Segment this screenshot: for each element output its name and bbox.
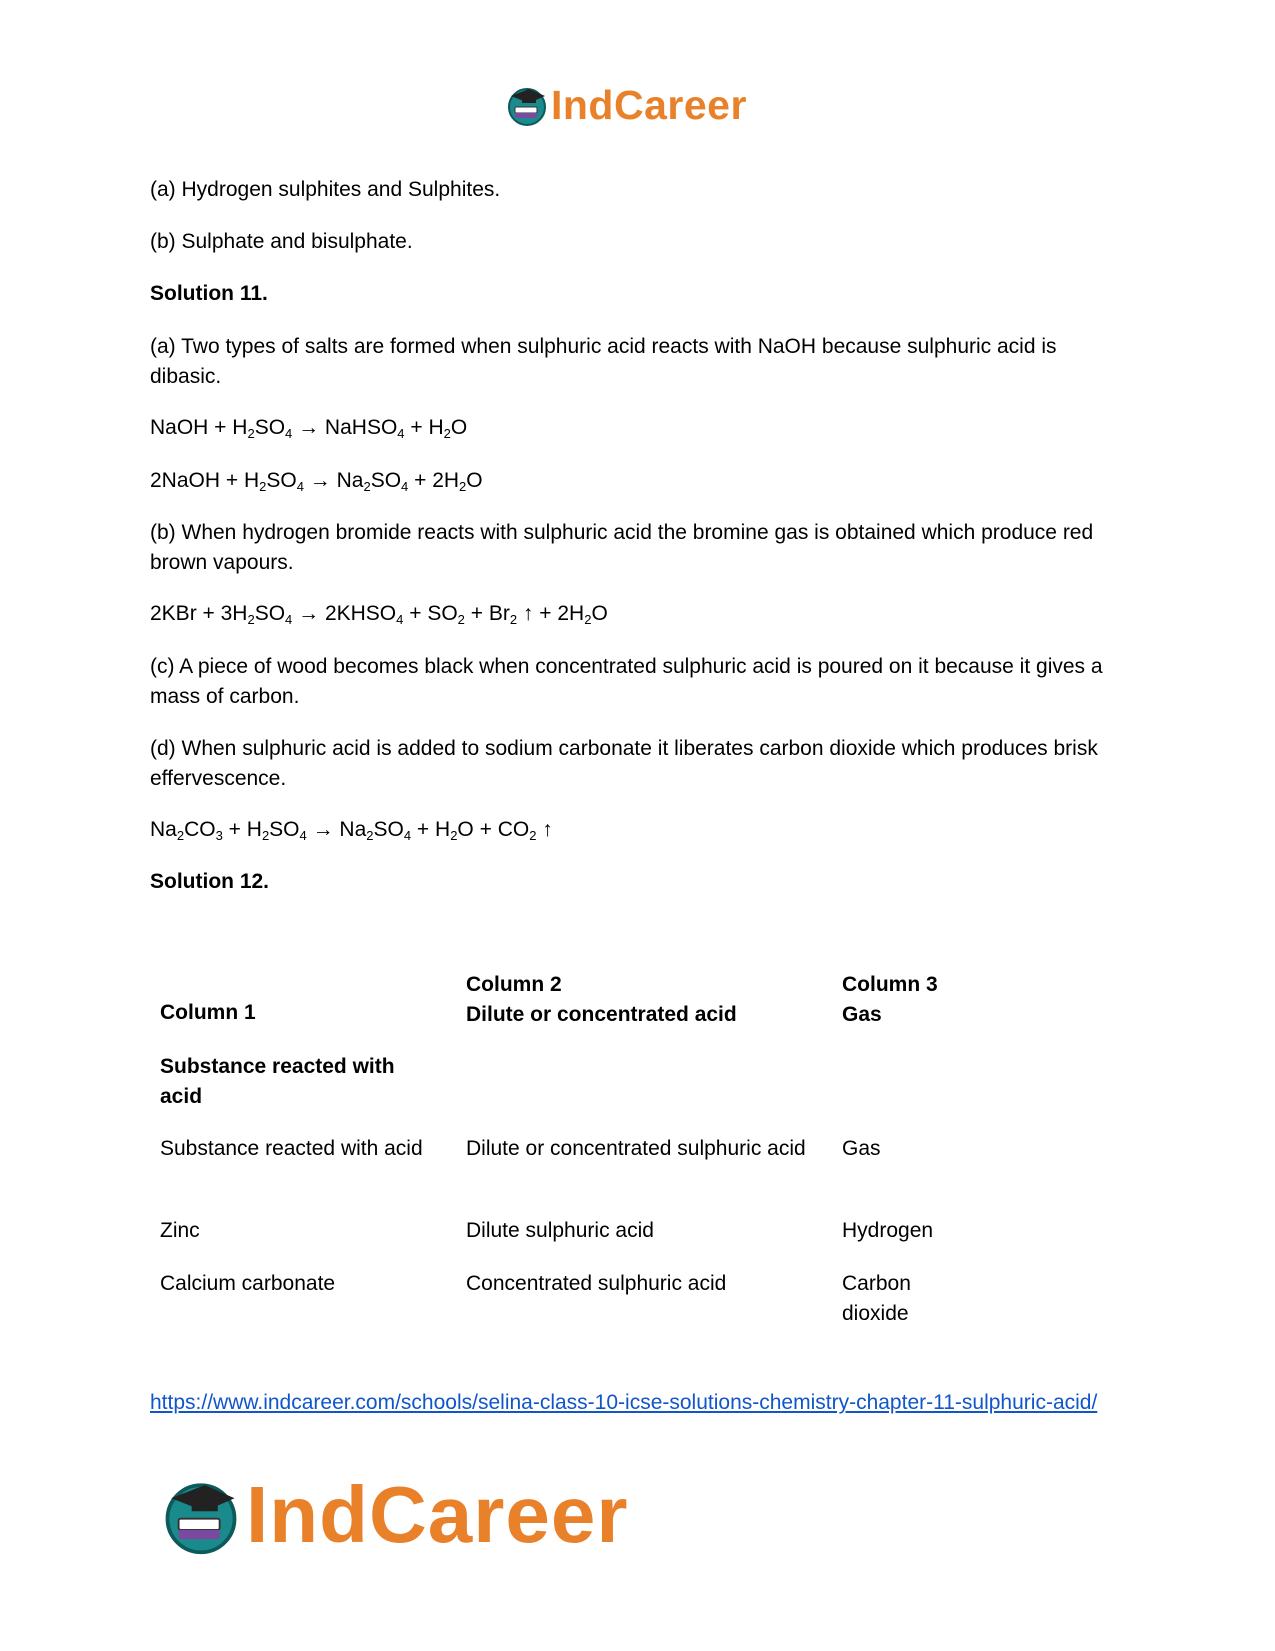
table-row-0-col1: Substance reacted with acid bbox=[160, 1137, 423, 1160]
indcareer-logo-top bbox=[505, 82, 747, 128]
table-header-col1: Column 1 bbox=[160, 1001, 256, 1024]
table-header-col3 bbox=[842, 970, 982, 1030]
table-header-col2 bbox=[466, 970, 806, 1030]
solution-11-b: (b) When hydrogen bromide reacts with sulphuric acid the bromine gas is obtained which produce red brown vapours. bbox=[150, 521, 1094, 574]
table-row-1-col3: Hydrogen bbox=[842, 1219, 934, 1242]
table-header-col3-line2: Gas bbox=[842, 1003, 882, 1026]
solution-11-d: (d) When sulphuric acid is added to sodium carbonate it liberates carbon dioxide which produces brisk effervescence. bbox=[150, 737, 1098, 790]
solution-11-c: (c) A piece of wood becomes black when concentrated sulphuric acid is poured on it because it gives a mass of carbon. bbox=[150, 655, 1103, 708]
equation-4: $Na_2CO_3 + H_2SO_4 \to Na_2SO_4 + H_2O + CO_2$ ↑ bbox=[150, 818, 553, 843]
table-header-col2-line1: Column 2 bbox=[466, 973, 562, 996]
solution-11-heading: Solution 11. bbox=[150, 282, 268, 305]
globe-graduation-cap-icon bbox=[505, 83, 549, 127]
table-header-col3-line1: Column 3 bbox=[842, 973, 938, 996]
equation-3: $2KBr + 3H_2SO_4$ → $2KHSO_4 + SO_2 + Br_2$ ↑ + $2H_2O$ bbox=[150, 602, 608, 627]
solution-11-a: (a) Two types of salts are formed when sulphuric acid reacts with NaOH because sulphuric acid is dibasic. bbox=[150, 335, 1057, 388]
table-row-0-col3: Gas bbox=[842, 1137, 881, 1160]
globe-graduation-cap-icon bbox=[160, 1474, 242, 1556]
table-row-2-col3: Carbon dioxide bbox=[842, 1272, 911, 1325]
table-header-col2-line2: Dilute or concentrated acid bbox=[466, 1003, 737, 1026]
indcareer-logo-bottom bbox=[160, 1470, 628, 1560]
equation-1: NaOH + $H_2SO_4$ → NaHSO$_4$ + $H_2O$ bbox=[150, 416, 468, 441]
table-row-1-col1: Zinc bbox=[160, 1219, 200, 1242]
table-row-0-col2: Dilute or concentrated sulphuric acid bbox=[466, 1137, 806, 1160]
table-row-2-col1: Calcium carbonate bbox=[160, 1272, 336, 1295]
equation-2: 2NaOH + $H_2SO_4 \to Na_2SO_4 + 2H_2O$ bbox=[150, 469, 483, 494]
logo-wordmark: IndCareer bbox=[246, 1470, 629, 1559]
solution-12-heading: Solution 12. bbox=[150, 870, 270, 893]
table-row-1-col2: Dilute sulphuric acid bbox=[466, 1219, 654, 1242]
table-row-2-col2: Concentrated sulphuric acid bbox=[466, 1272, 727, 1295]
source-url-link[interactable]: https://www.indcareer.com/schools/selina-class-10-icse-solutions-chemistry-chapter-11-sulphuric-acid/ bbox=[150, 1391, 1098, 1414]
table-header-col1-sub: Substance reacted with acid bbox=[160, 1055, 395, 1108]
paragraph-a-top: (a) Hydrogen sulphites and Sulphites. bbox=[150, 178, 501, 201]
paragraph-b-top: (b) Sulphate and bisulphate. bbox=[150, 230, 413, 253]
logo-wordmark: IndCareer bbox=[551, 82, 747, 128]
